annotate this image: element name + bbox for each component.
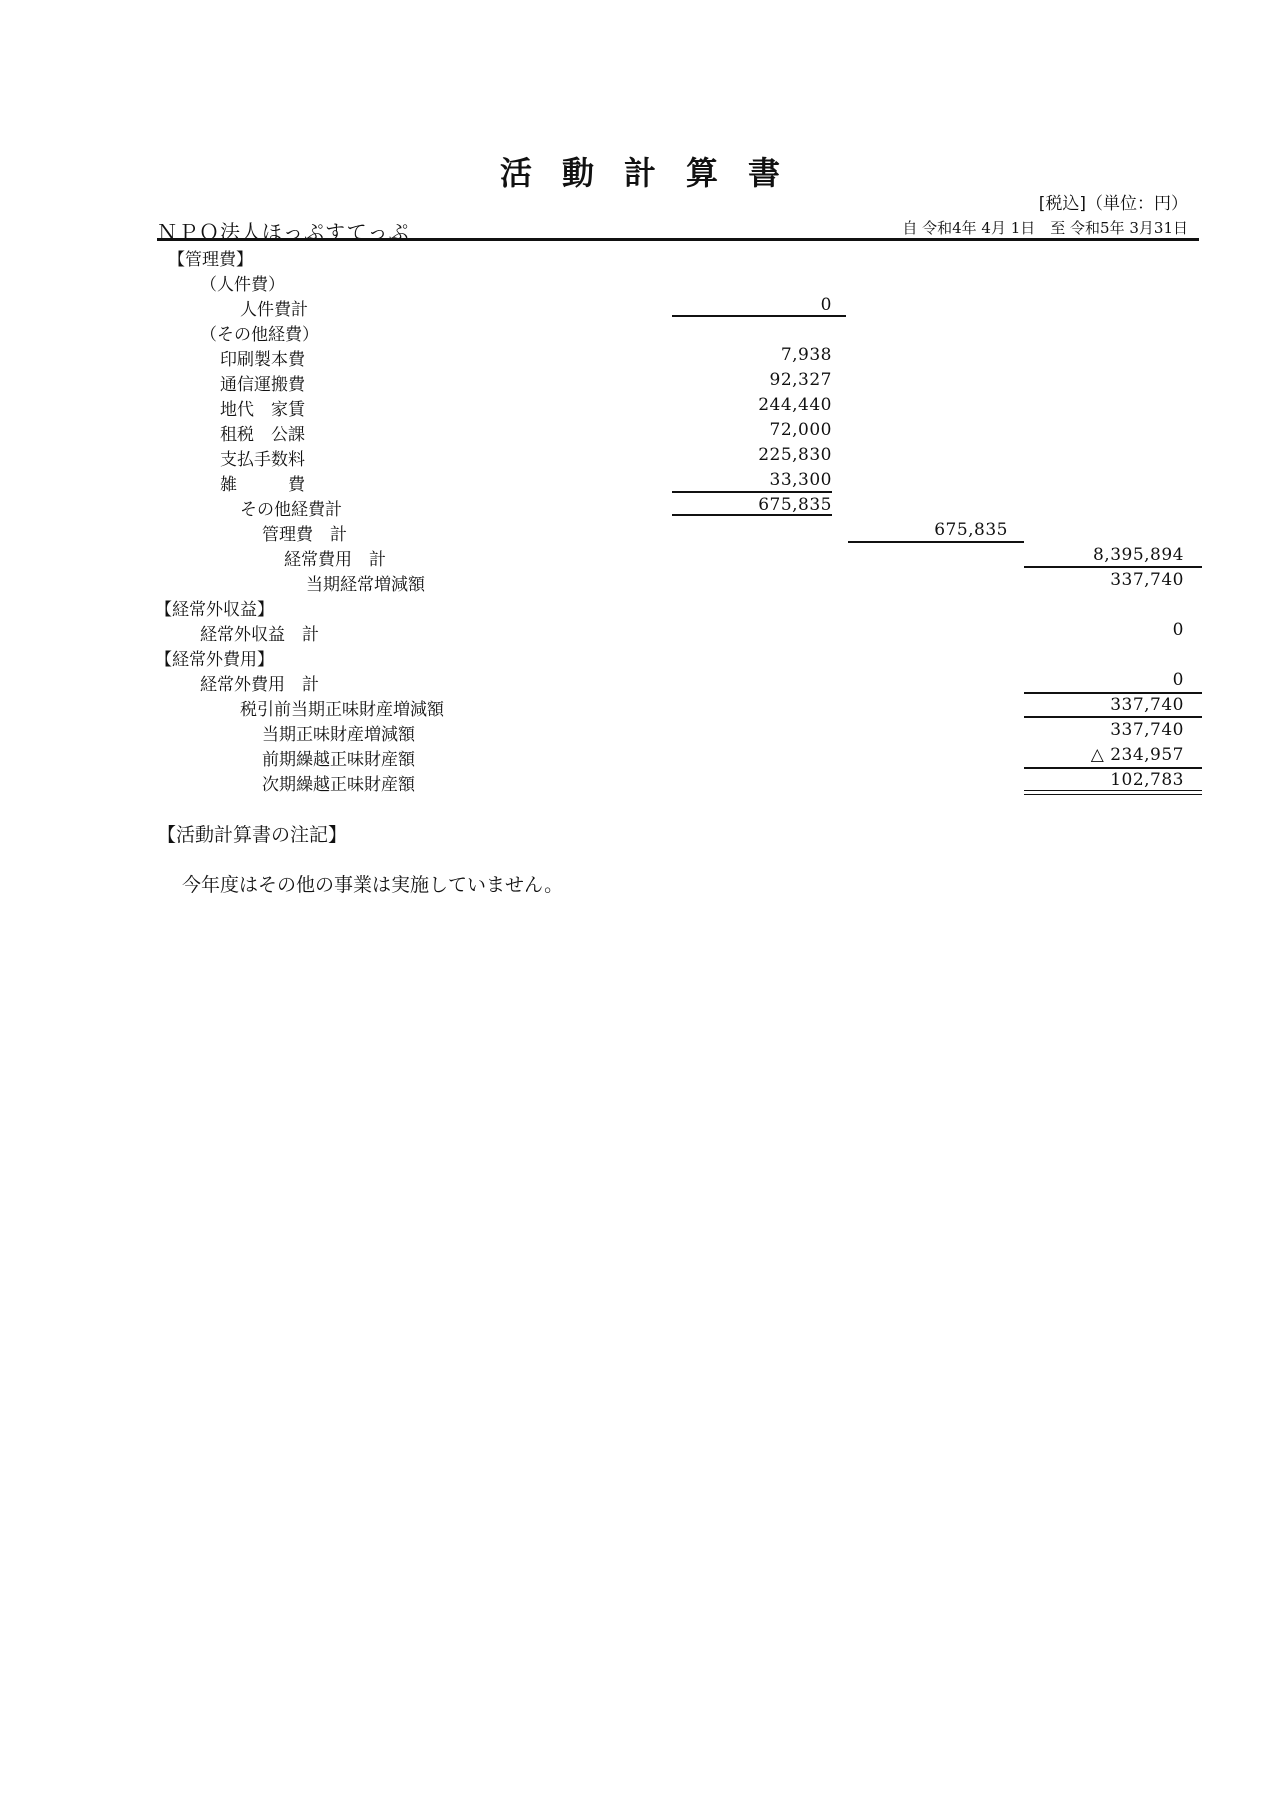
row-label: （人件費） — [200, 275, 285, 295]
row-label: その他経費計 — [240, 500, 342, 520]
statement-row — [0, 744, 1280, 769]
amount-col1: 225,830 — [758, 445, 832, 465]
rule — [1024, 767, 1202, 769]
amount-col1: 675,835 — [758, 495, 832, 515]
statement-row — [0, 319, 1280, 344]
amount-col3: 0 — [1172, 620, 1184, 640]
row-label: 次期繰越正味財産額 — [262, 775, 415, 795]
header-rule — [157, 238, 1199, 241]
row-label: 経常外費用 計 — [200, 675, 319, 695]
statement-row — [0, 519, 1280, 544]
organization-name: ＮＰＯ法人ほっぷすてっぷ — [157, 220, 410, 244]
row-label: 通信運搬費 — [220, 375, 305, 395]
row-label: 支払手数料 — [220, 450, 305, 470]
row-label: 管理費 計 — [262, 525, 347, 545]
row-label: 前期繰越正味財産額 — [262, 750, 415, 770]
statement-row — [0, 619, 1280, 644]
fiscal-period: 自 令和4年 4月 1日 至 令和5年 3月31日 — [902, 219, 1188, 237]
rule — [1024, 692, 1202, 694]
rule — [1024, 566, 1202, 568]
statement-row — [0, 444, 1280, 469]
row-label: 当期経常増減額 — [306, 575, 425, 595]
statement-row — [0, 244, 1280, 269]
amount-col1: 33,300 — [769, 470, 832, 490]
amount-col3: 8,395,894 — [1092, 545, 1184, 565]
statement-row — [0, 719, 1280, 744]
row-label: 地代 家賃 — [220, 400, 305, 420]
statement-row — [0, 469, 1280, 494]
statement-row — [0, 269, 1280, 294]
statement-row — [0, 419, 1280, 444]
statement-row — [0, 494, 1280, 519]
amount-col3: 337,740 — [1110, 695, 1184, 715]
row-label: 雑 費 — [220, 475, 305, 495]
row-label: 【管理費】 — [168, 250, 253, 270]
statement-row — [0, 569, 1280, 594]
rule — [672, 491, 832, 493]
rule — [1024, 716, 1202, 718]
rule — [672, 514, 832, 516]
amount-col3: 337,740 — [1110, 720, 1184, 740]
amount-col3: 102,783 — [1110, 770, 1184, 790]
amount-col1: 0 — [820, 295, 832, 315]
statement-row — [0, 644, 1280, 669]
amount-col1: 72,000 — [769, 420, 832, 440]
row-label: 人件費計 — [240, 300, 308, 320]
statement-row — [0, 394, 1280, 419]
row-label: （その他経費） — [200, 325, 319, 345]
amount-col1: 92,327 — [769, 370, 832, 390]
rule — [672, 315, 846, 317]
statement-row — [0, 669, 1280, 694]
notes-heading: 【活動計算書の注記】 — [157, 824, 348, 846]
statement-row — [0, 594, 1280, 619]
amount-col3: 337,740 — [1110, 570, 1184, 590]
amount-col1: 244,440 — [758, 395, 832, 415]
row-label: 【経常外収益】 — [155, 600, 274, 620]
row-label: 税引前当期正味財産増減額 — [240, 700, 444, 720]
statement-row — [0, 369, 1280, 394]
notes-text: 今年度はその他の事業は実施していません。 — [182, 874, 564, 896]
amount-col1: 7,938 — [780, 345, 832, 365]
statement-row — [0, 344, 1280, 369]
row-label: 経常外収益 計 — [200, 625, 319, 645]
unit-note: [税込]（単位：円） — [1038, 194, 1188, 214]
row-label: 経常費用 計 — [284, 550, 386, 570]
rule — [848, 541, 1024, 543]
row-label: 【経常外費用】 — [155, 650, 274, 670]
amount-col3: 0 — [1172, 670, 1184, 690]
row-label: 当期正味財産増減額 — [262, 725, 415, 745]
row-label: 印刷製本費 — [220, 350, 305, 370]
amount-col2: 675,835 — [934, 520, 1008, 540]
statement-row — [0, 294, 1280, 319]
double-rule — [1024, 790, 1202, 795]
document-title: 活動計算書 — [499, 154, 810, 192]
amount-col3: △ 234,957 — [1090, 745, 1184, 765]
row-label: 租税 公課 — [220, 425, 305, 445]
